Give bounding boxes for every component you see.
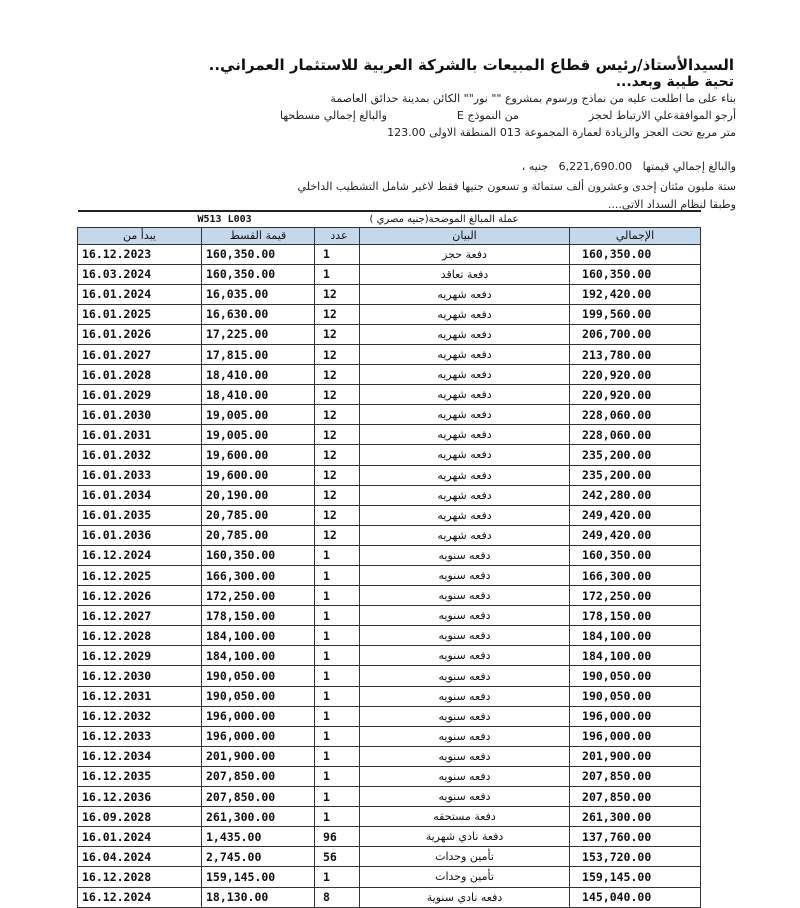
row-description: دفعه شهريه <box>360 324 570 344</box>
row-description: دفعه شهريه <box>360 385 570 405</box>
row-count: 12 <box>315 445 360 465</box>
row-installment: 196,000.00 <box>202 706 315 726</box>
table-row <box>78 726 701 746</box>
row-installment: 207,850.00 <box>202 787 315 807</box>
row-description: دفعه سنويه <box>360 626 570 646</box>
row-start-date: 16.01.2033 <box>78 465 202 485</box>
row-start-date: 16.12.2023 <box>78 244 202 264</box>
row-description: دفعة نادي شهرية <box>360 827 570 847</box>
table-meta-row <box>78 211 701 227</box>
row-start-date: 16.01.2027 <box>78 344 202 364</box>
row-description: دفعه سنويه <box>360 766 570 786</box>
row-count: 1 <box>315 766 360 786</box>
table-row <box>78 686 701 706</box>
row-start-date: 16.12.2027 <box>78 606 202 626</box>
row-start-date: 16.01.2035 <box>78 505 202 525</box>
header-start-date: يبدأ من <box>78 227 202 244</box>
row-count: 12 <box>315 525 360 545</box>
row-start-date: 16.01.2034 <box>78 485 202 505</box>
row-start-date: 16.01.2026 <box>78 324 202 344</box>
row-installment: 18,410.00 <box>202 365 315 385</box>
row-count: 1 <box>315 746 360 766</box>
row-start-date: 16.12.2032 <box>78 706 202 726</box>
row-installment: 207,850.00 <box>202 766 315 786</box>
table-row <box>78 847 701 867</box>
row-installment: 178,150.00 <box>202 606 315 626</box>
row-count: 12 <box>315 405 360 425</box>
row-installment: 18,130.00 <box>202 887 315 907</box>
row-total: 235,200.00 <box>570 465 701 485</box>
table-row <box>78 606 701 626</box>
row-description: دفعه سنويه <box>360 787 570 807</box>
table-row <box>78 465 701 485</box>
row-count: 1 <box>315 566 360 586</box>
table-row <box>78 766 701 786</box>
table-row <box>78 425 701 445</box>
table-row <box>78 787 701 807</box>
row-description: دفعه سنويه <box>360 566 570 586</box>
row-description: دفعه شهريه <box>360 485 570 505</box>
row-count: 96 <box>315 827 360 847</box>
row-total: 249,420.00 <box>570 525 701 545</box>
row-installment: 160,350.00 <box>202 545 315 565</box>
table-row <box>78 485 701 505</box>
table-row <box>78 566 701 586</box>
row-description: دفعه شهريه <box>360 405 570 425</box>
row-count: 1 <box>315 586 360 606</box>
row-start-date: 16.01.2031 <box>78 425 202 445</box>
row-description: دفعة تعاقد <box>360 264 570 284</box>
row-start-date: 16.12.2033 <box>78 726 202 746</box>
row-total: 192,420.00 <box>570 284 701 304</box>
row-description: دفعة حجز <box>360 244 570 264</box>
row-count: 12 <box>315 344 360 364</box>
row-installment: 20,190.00 <box>202 485 315 505</box>
row-count: 1 <box>315 606 360 626</box>
row-start-date: 16.01.2030 <box>78 405 202 425</box>
row-installment: 17,225.00 <box>202 324 315 344</box>
row-total: 145,040.00 <box>570 887 701 907</box>
row-start-date: 16.12.2028 <box>78 626 202 646</box>
row-installment: 20,785.00 <box>202 505 315 525</box>
row-installment: 19,005.00 <box>202 405 315 425</box>
price-line <box>522 160 736 173</box>
row-start-date: 16.01.2029 <box>78 385 202 405</box>
row-description: دفعه شهريه <box>360 525 570 545</box>
row-installment: 201,900.00 <box>202 746 315 766</box>
table-row <box>78 887 701 907</box>
table-row <box>78 264 701 284</box>
table-row <box>78 284 701 304</box>
currency-note: عملة المبالغ الموضحة(جنيه مصري ) <box>360 211 701 227</box>
table-row <box>78 525 701 545</box>
row-start-date: 16.12.2028 <box>78 867 202 887</box>
row-total: 153,720.00 <box>570 847 701 867</box>
greeting-line: تحية طيبة وبعد... <box>615 74 734 90</box>
row-installment: 166,300.00 <box>202 566 315 586</box>
row-installment: 16,630.00 <box>202 304 315 324</box>
row-count: 12 <box>315 465 360 485</box>
row-start-date: 16.12.2030 <box>78 666 202 686</box>
row-installment: 2,745.00 <box>202 847 315 867</box>
row-start-date: 16.01.2028 <box>78 365 202 385</box>
price-label: والبالغ إجمالي قيمتها <box>642 160 736 173</box>
row-installment: 196,000.00 <box>202 726 315 746</box>
table-row <box>78 626 701 646</box>
row-total: 207,850.00 <box>570 787 701 807</box>
addressee-line: السيدالأستاذ/رئيس قطاع المبيعات بالشركة العربية للاستثمار العمراني.. <box>208 56 734 74</box>
row-total: 160,350.00 <box>570 264 701 284</box>
row-count: 1 <box>315 626 360 646</box>
row-installment: 16,035.00 <box>202 284 315 304</box>
row-total: 190,050.00 <box>570 686 701 706</box>
payment-schedule-table <box>77 210 701 908</box>
table-row <box>78 545 701 565</box>
row-count: 12 <box>315 284 360 304</box>
row-total: 178,150.00 <box>570 606 701 626</box>
unit-codes: W513 L003 <box>78 211 360 227</box>
table-header-row <box>78 227 701 244</box>
row-start-date: 16.12.2025 <box>78 566 202 586</box>
project-line: بناء على ما اطلعت عليه من نماذج ورسوم بمشروع "" نور"" الكائن بمدينة حدائق العاصمة <box>330 92 736 105</box>
row-installment: 190,050.00 <box>202 666 315 686</box>
header-description: البيان <box>360 227 570 244</box>
row-count: 1 <box>315 706 360 726</box>
table-row <box>78 505 701 525</box>
table-row <box>78 344 701 364</box>
row-total: 196,000.00 <box>570 706 701 726</box>
row-start-date: 16.12.2024 <box>78 887 202 907</box>
row-count: 1 <box>315 726 360 746</box>
row-description: دفعه شهريه <box>360 284 570 304</box>
row-count: 1 <box>315 867 360 887</box>
row-description: دفعه سنويه <box>360 545 570 565</box>
row-description: دفعه نادي سنوية <box>360 887 570 907</box>
row-start-date: 16.09.2028 <box>78 807 202 827</box>
row-description: دفعه سنويه <box>360 746 570 766</box>
table-row <box>78 646 701 666</box>
table-row <box>78 385 701 405</box>
model-text: من النموذج E <box>456 109 519 122</box>
row-total: 206,700.00 <box>570 324 701 344</box>
row-total: 184,100.00 <box>570 646 701 666</box>
row-total: 196,000.00 <box>570 726 701 746</box>
table-body <box>78 244 701 907</box>
row-description: تأمين وحدات <box>360 867 570 887</box>
row-description: دفعه شهريه <box>360 304 570 324</box>
row-count: 12 <box>315 425 360 445</box>
row-start-date: 16.12.2031 <box>78 686 202 706</box>
row-installment: 160,350.00 <box>202 264 315 284</box>
row-total: 190,050.00 <box>570 666 701 686</box>
row-description: دفعه سنويه <box>360 706 570 726</box>
row-count: 12 <box>315 304 360 324</box>
row-description: دفعه شهريه <box>360 465 570 485</box>
row-count: 1 <box>315 646 360 666</box>
row-description: دفعة مستحقه <box>360 807 570 827</box>
payment-intro-line: وطبقا لنظام السداد الاتي.... <box>607 198 736 211</box>
row-count: 1 <box>315 787 360 807</box>
row-count: 1 <box>315 807 360 827</box>
header-count: عدد <box>315 227 360 244</box>
row-count: 1 <box>315 666 360 686</box>
row-start-date: 16.03.2024 <box>78 264 202 284</box>
table-row <box>78 405 701 425</box>
row-installment: 18,410.00 <box>202 385 315 405</box>
row-installment: 184,100.00 <box>202 626 315 646</box>
row-description: دفعه شهريه <box>360 445 570 465</box>
table-row <box>78 586 701 606</box>
price-words-line: ستة مليون مئتان إحدى وعشرون ألف ستمائة و تسعون جنيها فقط لاغير شامل التشطيب الداخلي <box>297 180 736 193</box>
table-row <box>78 445 701 465</box>
row-installment: 261,300.00 <box>202 807 315 827</box>
row-installment: 184,100.00 <box>202 646 315 666</box>
row-total: 235,200.00 <box>570 445 701 465</box>
row-count: 56 <box>315 847 360 867</box>
row-total: 199,560.00 <box>570 304 701 324</box>
row-start-date: 16.12.2029 <box>78 646 202 666</box>
row-description: دفعه سنويه <box>360 586 570 606</box>
row-description: دفعه سنويه <box>360 686 570 706</box>
row-start-date: 16.12.2024 <box>78 545 202 565</box>
row-count: 1 <box>315 264 360 284</box>
table-row <box>78 365 701 385</box>
row-count: 8 <box>315 887 360 907</box>
row-description: دفعه شهريه <box>360 505 570 525</box>
row-count: 1 <box>315 244 360 264</box>
row-description: دفعه سنويه <box>360 726 570 746</box>
row-count: 12 <box>315 385 360 405</box>
table-row <box>78 827 701 847</box>
table-row <box>78 324 701 344</box>
row-count: 12 <box>315 365 360 385</box>
row-start-date: 16.01.2036 <box>78 525 202 545</box>
row-start-date: 16.12.2034 <box>78 746 202 766</box>
row-total: 242,280.00 <box>570 485 701 505</box>
row-total: 228,060.00 <box>570 425 701 445</box>
header-installment: قيمة القسط <box>202 227 315 244</box>
row-installment: 1,435.00 <box>202 827 315 847</box>
row-description: دفعه سنويه <box>360 606 570 626</box>
row-start-date: 16.04.2024 <box>78 847 202 867</box>
row-total: 172,250.00 <box>570 586 701 606</box>
row-total: 213,780.00 <box>570 344 701 364</box>
row-total: 228,060.00 <box>570 405 701 425</box>
area-text: متر مربع تحت العجز والزيادة لعمارة المجموعة 013 المنطقة الاولى <box>429 126 736 139</box>
table-row <box>78 807 701 827</box>
row-description: دفعه سنويه <box>360 666 570 686</box>
row-total: 207,850.00 <box>570 766 701 786</box>
table-row <box>78 666 701 686</box>
row-total: 201,900.00 <box>570 746 701 766</box>
row-total: 249,420.00 <box>570 505 701 525</box>
area-label: والبالغ إجمالي مسطحها <box>279 109 387 122</box>
row-total: 166,300.00 <box>570 566 701 586</box>
row-count: 1 <box>315 686 360 706</box>
row-count: 12 <box>315 485 360 505</box>
row-total: 261,300.00 <box>570 807 701 827</box>
row-count: 12 <box>315 505 360 525</box>
row-count: 1 <box>315 545 360 565</box>
row-total: 160,350.00 <box>570 545 701 565</box>
row-description: دفعه سنويه <box>360 646 570 666</box>
header-total: الإجمالي <box>570 227 701 244</box>
row-installment: 159,145.00 <box>202 867 315 887</box>
row-total: 159,145.00 <box>570 867 701 887</box>
area-value: 123.00 <box>387 126 426 139</box>
row-total: 220,920.00 <box>570 365 701 385</box>
row-installment: 19,600.00 <box>202 465 315 485</box>
table-row <box>78 706 701 726</box>
table-row <box>78 746 701 766</box>
request-line <box>280 109 736 122</box>
row-installment: 172,250.00 <box>202 586 315 606</box>
row-installment: 190,050.00 <box>202 686 315 706</box>
row-total: 220,920.00 <box>570 385 701 405</box>
row-description: تأمين وحدات <box>360 847 570 867</box>
row-description: دفعه شهريه <box>360 365 570 385</box>
row-start-date: 16.01.2032 <box>78 445 202 465</box>
row-installment: 20,785.00 <box>202 525 315 545</box>
row-description: دفعه شهريه <box>360 425 570 445</box>
table-row <box>78 244 701 264</box>
row-installment: 17,815.00 <box>202 344 315 364</box>
row-start-date: 16.12.2035 <box>78 766 202 786</box>
row-installment: 19,600.00 <box>202 445 315 465</box>
row-start-date: 16.01.2025 <box>78 304 202 324</box>
row-total: 137,760.00 <box>570 827 701 847</box>
request-text: أرجو الموافقةعلي الارتباط لحجز <box>588 109 736 122</box>
row-description: دفعه شهريه <box>360 344 570 364</box>
row-start-date: 16.12.2026 <box>78 586 202 606</box>
row-total: 160,350.00 <box>570 244 701 264</box>
row-installment: 160,350.00 <box>202 244 315 264</box>
table-row <box>78 867 701 887</box>
row-installment: 19,005.00 <box>202 425 315 445</box>
row-count: 12 <box>315 324 360 344</box>
area-line <box>381 126 736 139</box>
price-currency: جنيه ، <box>521 160 549 173</box>
row-start-date: 16.01.2024 <box>78 284 202 304</box>
table-row <box>78 304 701 324</box>
row-total: 184,100.00 <box>570 626 701 646</box>
row-start-date: 16.01.2024 <box>78 827 202 847</box>
price-value: 6,221,690.00 <box>558 160 633 173</box>
row-start-date: 16.12.2036 <box>78 787 202 807</box>
